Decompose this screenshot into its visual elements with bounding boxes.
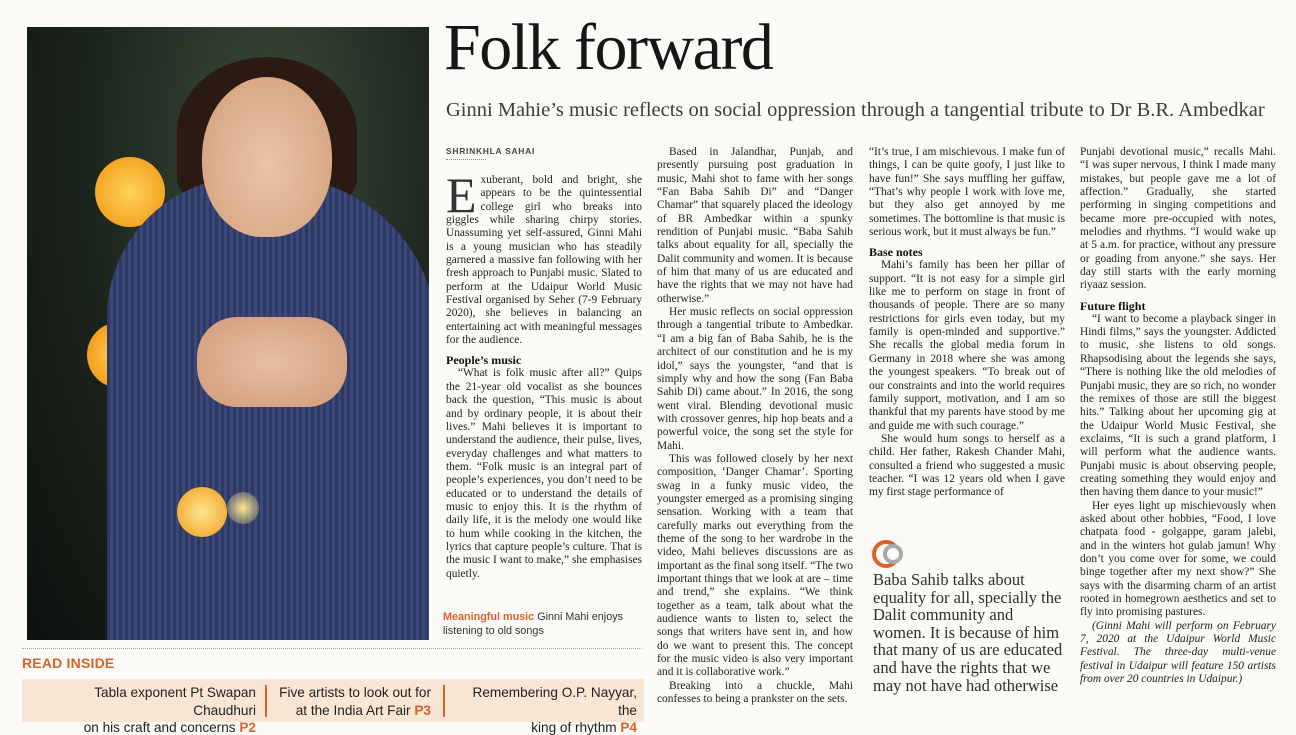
- bokeh-light: [227, 492, 259, 524]
- byline: SHRINKHLA SAHAI: [446, 146, 536, 156]
- paragraph: “What is folk music after all?” Quips the 21-year old vocalist as she bounces back the question, “This music is about and by ordinary people, it is about their lives.” Mahi believes it is important to understand the audience, their pulse, lives, everyday challenges and what matters to them. “Folk music is an integral part of people’s experiences, you don’t need to be educated or to understand the details of music to enjoy this. It is the rhythm of daily life, it is the melody one would like to hum while cooking in the kitchen, the lyrics that capture people’s culture. That is the music I want to make,” she emphasises quietly.: [446, 367, 642, 580]
- portrait-face: [202, 77, 332, 237]
- read-inside-title: READ INSIDE: [22, 655, 115, 671]
- article-photo: [27, 27, 429, 640]
- subhead: People’s music: [446, 353, 522, 368]
- headline: Folk forward: [444, 11, 773, 84]
- paragraph: Mahi’s family has been her pillar of support. “It is not easy for a simple girl like me to perform on stage in front of thousands of people. There are so many restrictions for girls even today, but my family is open-minded and supportive.” She recalls the global media forum in Germany in 2018 where she was among the youngest speakers. “To break out of our constraints and into the world requires family support, motivation, and I am so thankful that my parents have stood by me and guide me with such courage.”: [869, 259, 1065, 432]
- deck: Ginni Mahie’s music reflects on social oppression through a tangential tribute to Dr B.R. Ambedkar: [446, 99, 1265, 121]
- paragraph: Exuberant, bold and bright, she appears to be the quintessential college girl who breaks into giggles while sharing chirpy stories. Unassuming yet self-assured, Ginni Mahi is a young musician who has steadily garnered a massive fan following with her fresh approach to Punjabi music. Slated to perform at the Udaipur World Music Festival organised by Seher (7-9 February 2020), she believes in balancing an entertaining act with meaningful messages for the audience.: [446, 174, 642, 347]
- read-inside-item[interactable]: Tabla exponent Pt Swapan Chaudhuri on his craft and concerns P2: [83, 685, 256, 735]
- divider: [443, 685, 445, 717]
- closing-note: (Ginni Mahi will perform on February 7, 2020 at the Udaipur World Music Festival. The three-day multi-venue festival in Udaipur will feature 150 artists from over 20 countries in Udaipur.): [1080, 619, 1276, 686]
- photo-caption: [443, 610, 641, 638]
- portrait-dress: [107, 177, 429, 640]
- body-column-3: [869, 146, 1065, 538]
- paragraph: Her eyes light up mischievously when asked about other hobbies, “Food, I love chatpata food - golgappe, garam jalebi, and in the winters hot gulab jamun! Why don’t you come over for some, we could binge together after my next show?” She says with the disarming charm of an artist rooted in homegrown aesthetics and set to fly into promising pastures.: [1080, 499, 1276, 619]
- divider: [265, 685, 267, 717]
- byline-rule: [446, 159, 486, 160]
- paragraph: Punjabi devotional music,” recalls Mahi. “I was super nervous, I think I made many mistakes, but people gave me a lot of affection.” Gradually, she started performing in singing competitions and became more pre-occupied with notes, melodies and rhythms. “I would wake up at 5 a.m. for practice, without any pressure or goading from anyone.” she says. Her day still starts with the early morning riyaaz session.: [1080, 146, 1276, 292]
- caption-text: Ginni Mahi enjoys listening to old songs: [443, 611, 624, 637]
- paragraph: “It’s true, I am mischievous. I make fun of things, I can be quite goofy, I just like to have fun!” She says muffling her guffaw, “That’s why people I work with love me, but they also get annoyed by me sometimes. The bottomline is that music is serious work, but it must always be fun.”: [869, 146, 1065, 239]
- paragraph: She would hum songs to herself as a child. Her father, Rakesh Chander Mahi, consulted a friend who suggested a music teacher. “I was 12 years old when I gave my first stage performance of: [869, 432, 1065, 499]
- paragraph: Breaking into a chuckle, Mahi confesses to being a prankster on the sets.: [657, 679, 853, 706]
- pull-quote-text: Baba Sahib talks about equality for all, specially the Dalit community and women. It is because of him that many of us are educated and have the rights that we may not have had otherwise: [873, 570, 1063, 695]
- body-column-1: [446, 174, 642, 594]
- read-inside-item[interactable]: Five artists to look out for at the India Art Fair P3: [279, 685, 431, 718]
- subhead: Base notes: [869, 245, 923, 260]
- paragraph: This was followed closely by her next composition, ‘Danger Chamar’. Sporting swag in a funky music video, the youngster emerged as a promising singing sensation. Working with a team that carefully marks out everything from the theme of the song to her wardrobe in the video, Mahi believes discussions are as important as the final song itself. “The two important things that we look at are – time and trend,” she explains. “We think together as a team, talk about what the audience wants to listen to, select the songs that writers have sent in, and how do we want to present this. The concept for the music video is also very important and it is collaborative work.”: [657, 452, 853, 679]
- divider: [22, 648, 642, 649]
- body-column-4: [1080, 146, 1276, 730]
- paragraph: Her music reflects on social oppression through a tangential tribute to Ambedkar. “I am a big fan of Baba Sahib, he is the architect of our constitution and he is my idol,” says the youngster, “and that is simply why and how the song (Fan Baba Sahib Di) came about.” In 2016, the song went viral. Blending devotional music with crossover genres, hip hop beats and a powerful voice, the song set the style for Mahi.: [657, 306, 853, 452]
- subhead: Future flight: [1080, 298, 1146, 313]
- body-column-2: [657, 146, 853, 728]
- quote-mark-icon: [872, 540, 906, 568]
- read-inside-item[interactable]: Remembering O.P. Nayyar, the king of rhythm P4: [472, 685, 637, 735]
- portrait-hands: [197, 317, 347, 407]
- caption-lead: Meaningful music: [443, 611, 535, 623]
- paragraph: “I want to become a playback singer in Hindi films,” says the youngster. Addicted to music, she listens to old songs. Rhapsodising about the legends she says, “There is nothing like the old melodies of Punjabi music, they are so rich, no wonder the remixes of those are still the biggest hits.” Talking about her upcoming gig at the Udaipur World Music Festival, she exclaims, “It is such a grand platform, I will perform what the audience wants. Punjabi music is about observing people, creating something they would enjoy and then having them dance to your music!”: [1080, 312, 1276, 499]
- bokeh-light: [177, 487, 227, 537]
- drop-cap: E: [446, 174, 477, 223]
- paragraph: Based in Jalandhar, Punjab, and presently pursuing post graduation in music, Mahi shot to fame with her songs “Fan Baba Sahib Di” and “Danger Chamar” that squarely placed the ideology of BR Ambedkar within a spunky rendition of Punjabi music. “Baba Sahib talks about equality for all, specially the Dalit community and women. It is because of him that many of us are educated and have the rights that we may not have had otherwise.”: [657, 146, 853, 305]
